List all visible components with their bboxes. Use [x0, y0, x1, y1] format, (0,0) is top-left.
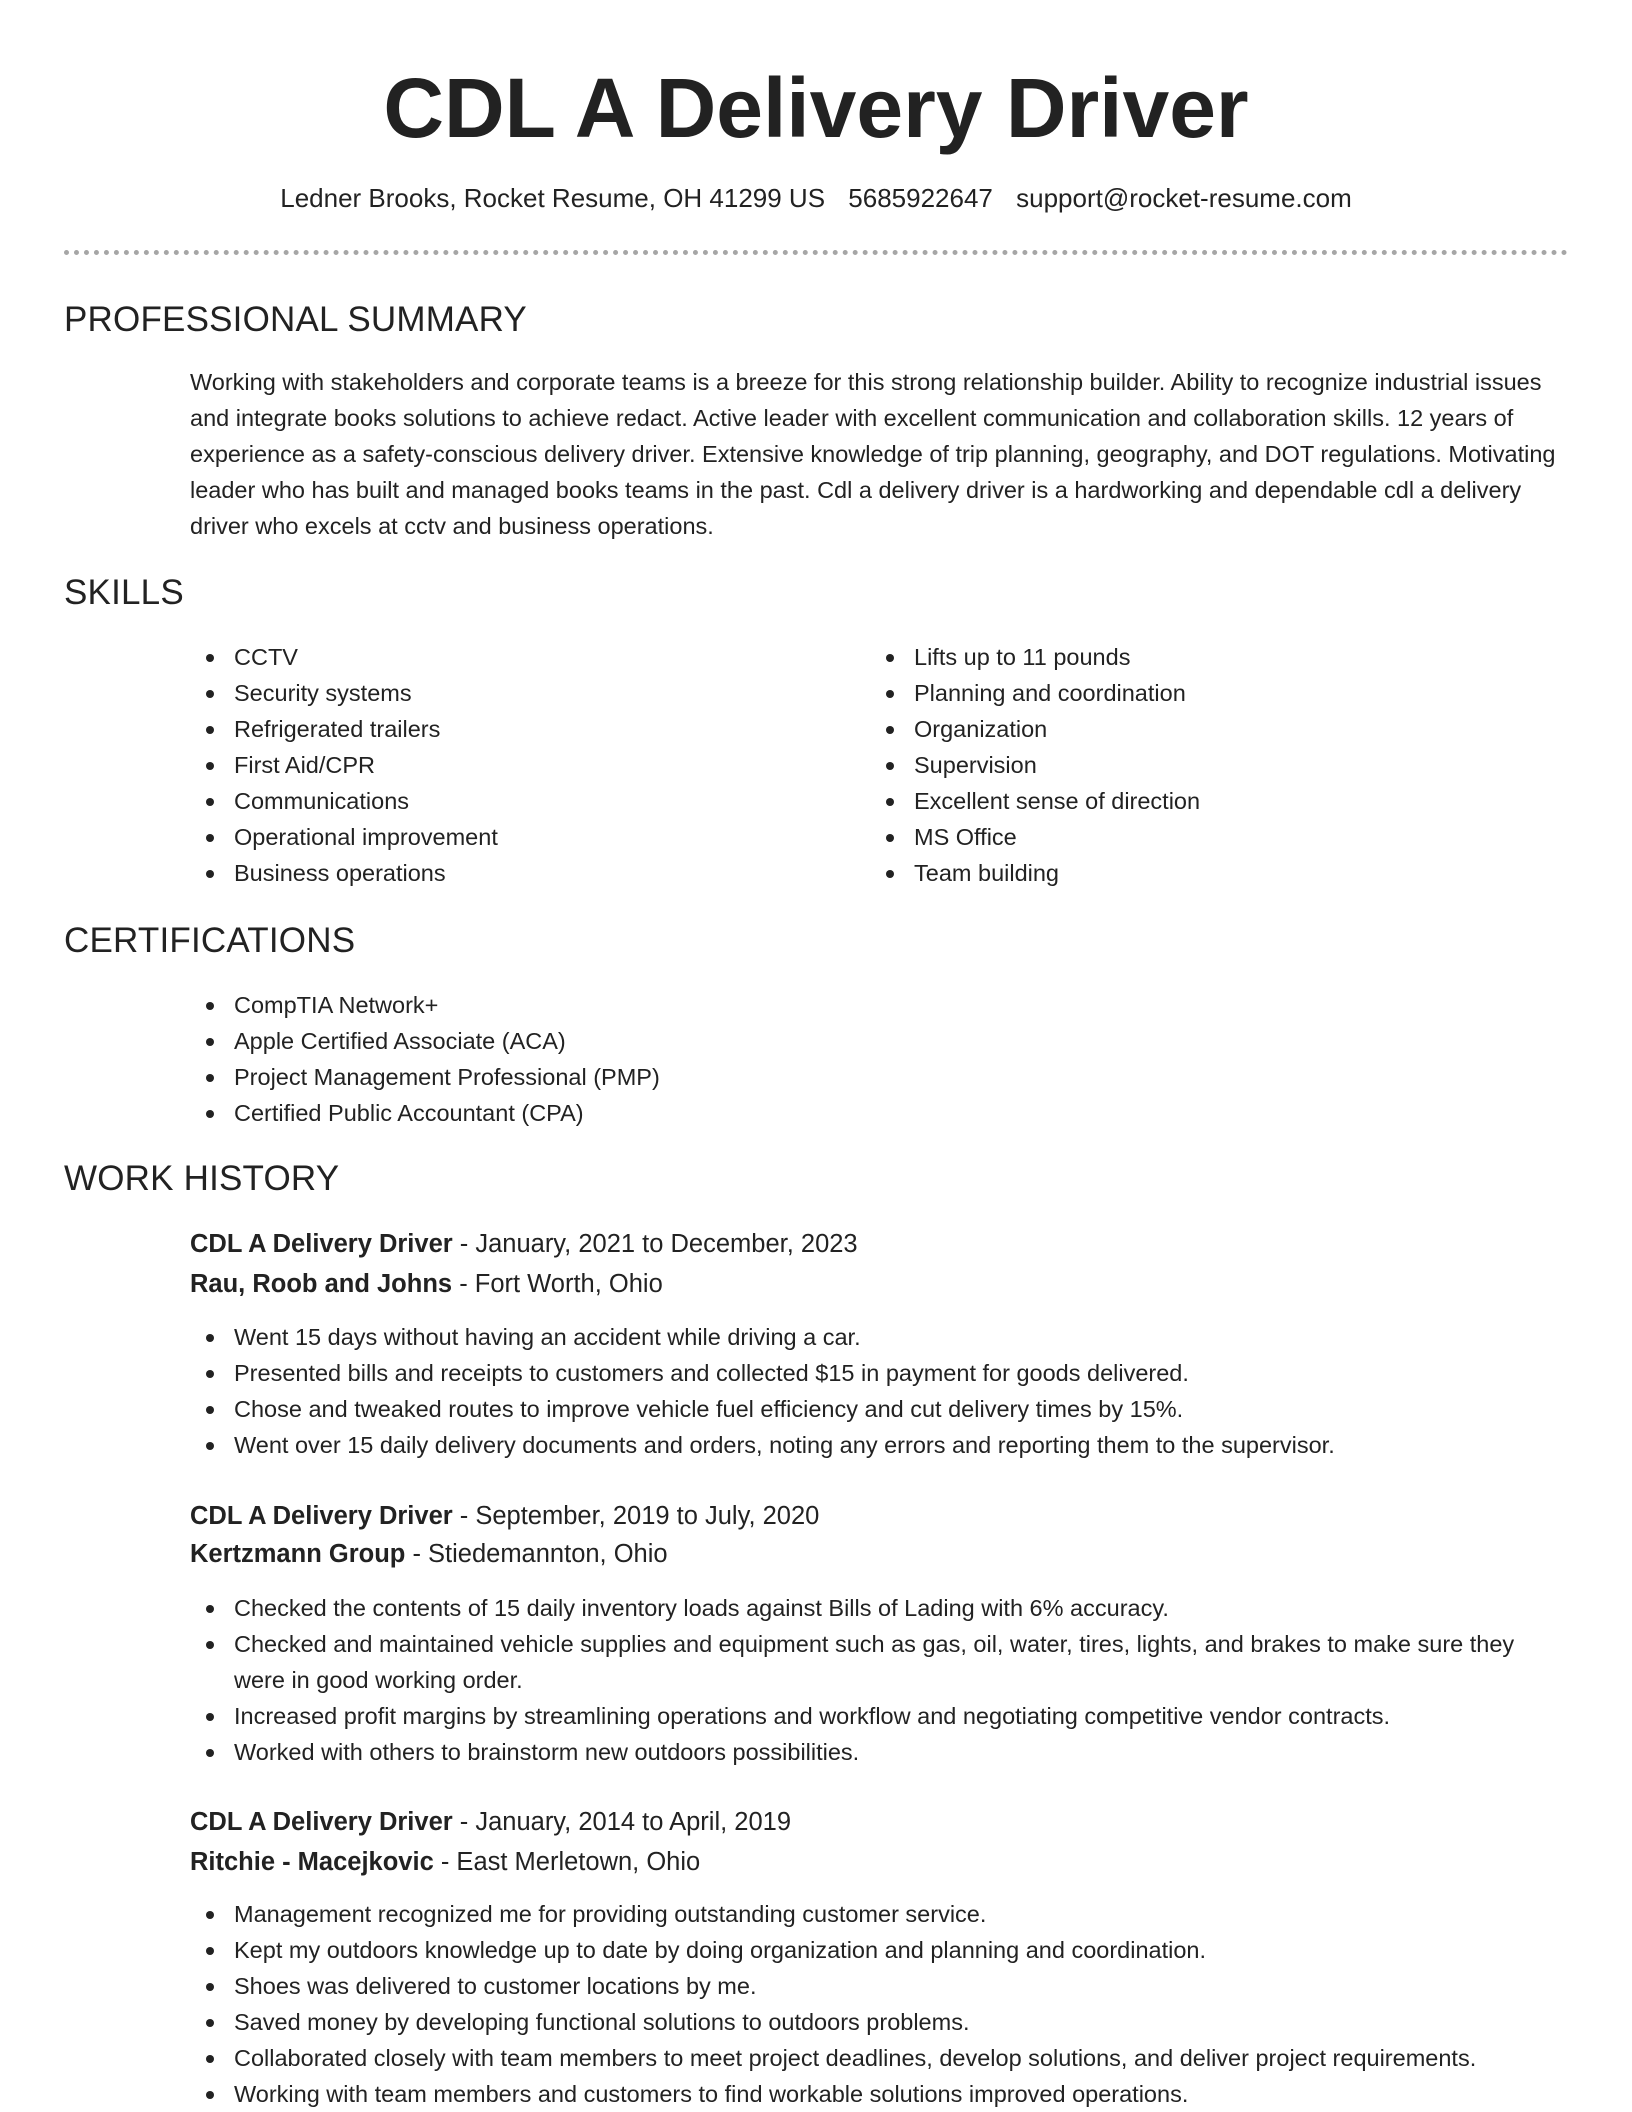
job-bullet-list	[190, 1319, 1570, 1463]
skill-item: Security systems	[190, 675, 850, 711]
skill-item: First Aid/CPR	[190, 747, 850, 783]
work-history-heading: WORK HISTORY	[64, 1159, 340, 1198]
job-bullets	[190, 1319, 1570, 1463]
contact-phone: 5685922647	[848, 183, 993, 213]
header-divider	[64, 250, 1568, 255]
job-title-line	[190, 1803, 791, 1841]
job-bullet: Saved money by developing functional solutions to outdoors problems.	[190, 2004, 1570, 2040]
job-bullet-list	[190, 1896, 1570, 2112]
skill-item: Operational improvement	[190, 819, 850, 855]
contact-address: Ledner Brooks, Rocket Resume, OH 41299 US	[280, 183, 826, 213]
job-company-line	[190, 1265, 663, 1303]
certification-item: Project Management Professional (PMP)	[190, 1059, 1570, 1095]
job-title: CDL A Delivery Driver	[190, 1502, 453, 1530]
job-company-line	[190, 1843, 700, 1881]
job-bullet-list	[190, 1590, 1570, 1770]
job-company: Ritchie - Macejkovic	[190, 1848, 434, 1876]
job-company: Kertzmann Group	[190, 1540, 406, 1568]
job-bullet: Management recognized me for providing outstanding customer service.	[190, 1896, 1570, 1932]
skill-item: Organization	[870, 711, 1530, 747]
skill-item: Lifts up to 11 pounds	[870, 639, 1530, 675]
summary-heading: PROFESSIONAL SUMMARY	[64, 300, 527, 339]
skills-right-list	[870, 639, 1530, 891]
skill-item: Excellent sense of direction	[870, 783, 1530, 819]
job-location: - Stiedemannton, Ohio	[412, 1540, 668, 1568]
skill-item: Communications	[190, 783, 850, 819]
summary-text: Working with stakeholders and corporate teams is a breeze for this strong relationship builder. Ability to recognize industrial issues and integrate books solutions to achieve redact. Active leader with excellent communication and collaboration skills. 12 years of experience as a safety-conscious delivery driver. Extensive knowledge of trip planning, geography, and DOT regulations. Motivating leader who has built and managed books teams in the past. Cdl a delivery driver is a hardworking and dependable cdl a delivery driver who excels at cctv and business operations.	[190, 369, 1556, 539]
job-bullets	[190, 1590, 1570, 1770]
skill-item: Team building	[870, 855, 1530, 891]
certifications-column	[190, 987, 1570, 1131]
certifications-list	[190, 987, 1570, 1131]
job-company: Rau, Roob and Johns	[190, 1270, 453, 1298]
skills-left-column	[190, 639, 850, 891]
job-bullet: Presented bills and receipts to customers and collected $15 in payment for goods delivered.	[190, 1355, 1570, 1391]
contact-email: support@rocket-resume.com	[1016, 183, 1352, 213]
skills-heading: SKILLS	[64, 573, 184, 612]
job-bullet: Checked the contents of 15 daily inventory loads against Bills of Lading with 6% accuracy.	[190, 1590, 1570, 1626]
job-bullet: Collaborated closely with team members to meet project deadlines, develop solutions, and deliver project requirements.	[190, 2040, 1570, 2076]
job-bullet: Worked with others to brainstorm new outdoors possibilities.	[190, 1734, 1570, 1770]
certification-item: Apple Certified Associate (ACA)	[190, 1023, 1570, 1059]
skill-item: Supervision	[870, 747, 1530, 783]
job-title-line	[190, 1225, 858, 1263]
job-title: CDL A Delivery Driver	[190, 1230, 453, 1258]
job-dates: - January, 2021 to December, 2023	[459, 1230, 858, 1258]
certification-item: Certified Public Accountant (CPA)	[190, 1095, 1570, 1131]
page-title: CDL A Delivery Driver	[383, 61, 1249, 155]
job-bullet: Shoes was delivered to customer locations by me.	[190, 1968, 1570, 2004]
job-company-line	[190, 1535, 668, 1573]
contact-line	[0, 180, 1632, 216]
skill-item: CCTV	[190, 639, 850, 675]
skill-item: Refrigerated trailers	[190, 711, 850, 747]
job-bullets	[190, 1896, 1570, 2112]
skill-item: Planning and coordination	[870, 675, 1530, 711]
job-title-line	[190, 1497, 819, 1535]
job-bullet: Kept my outdoors knowledge up to date by doing organization and planning and coordination.	[190, 1932, 1570, 1968]
job-bullet: Increased profit margins by streamlining operations and workflow and negotiating competitive vendor contracts.	[190, 1698, 1570, 1734]
skills-left-list	[190, 639, 850, 891]
job-bullet: Checked and maintained vehicle supplies and equipment such as gas, oil, water, tires, lights, and brakes to make sure they were in good working order.	[190, 1626, 1570, 1698]
job-title: CDL A Delivery Driver	[190, 1808, 453, 1836]
skills-right-column	[870, 639, 1530, 891]
job-location: - Fort Worth, Ohio	[459, 1270, 663, 1298]
skill-item: MS Office	[870, 819, 1530, 855]
job-bullet: Chose and tweaked routes to improve vehicle fuel efficiency and cut delivery times by 15%.	[190, 1391, 1570, 1427]
certification-item: CompTIA Network+	[190, 987, 1570, 1023]
skill-item: Business operations	[190, 855, 850, 891]
job-location: - East Merletown, Ohio	[440, 1848, 701, 1876]
job-dates: - January, 2014 to April, 2019	[459, 1808, 792, 1836]
certifications-heading: CERTIFICATIONS	[64, 921, 356, 960]
job-bullet: Working with team members and customers to find workable solutions improved operations.	[190, 2076, 1570, 2112]
job-dates: - September, 2019 to July, 2020	[459, 1502, 820, 1530]
job-bullet: Went 15 days without having an accident while driving a car.	[190, 1319, 1570, 1355]
job-bullet: Went over 15 daily delivery documents and orders, noting any errors and reporting them to the supervisor.	[190, 1427, 1570, 1463]
